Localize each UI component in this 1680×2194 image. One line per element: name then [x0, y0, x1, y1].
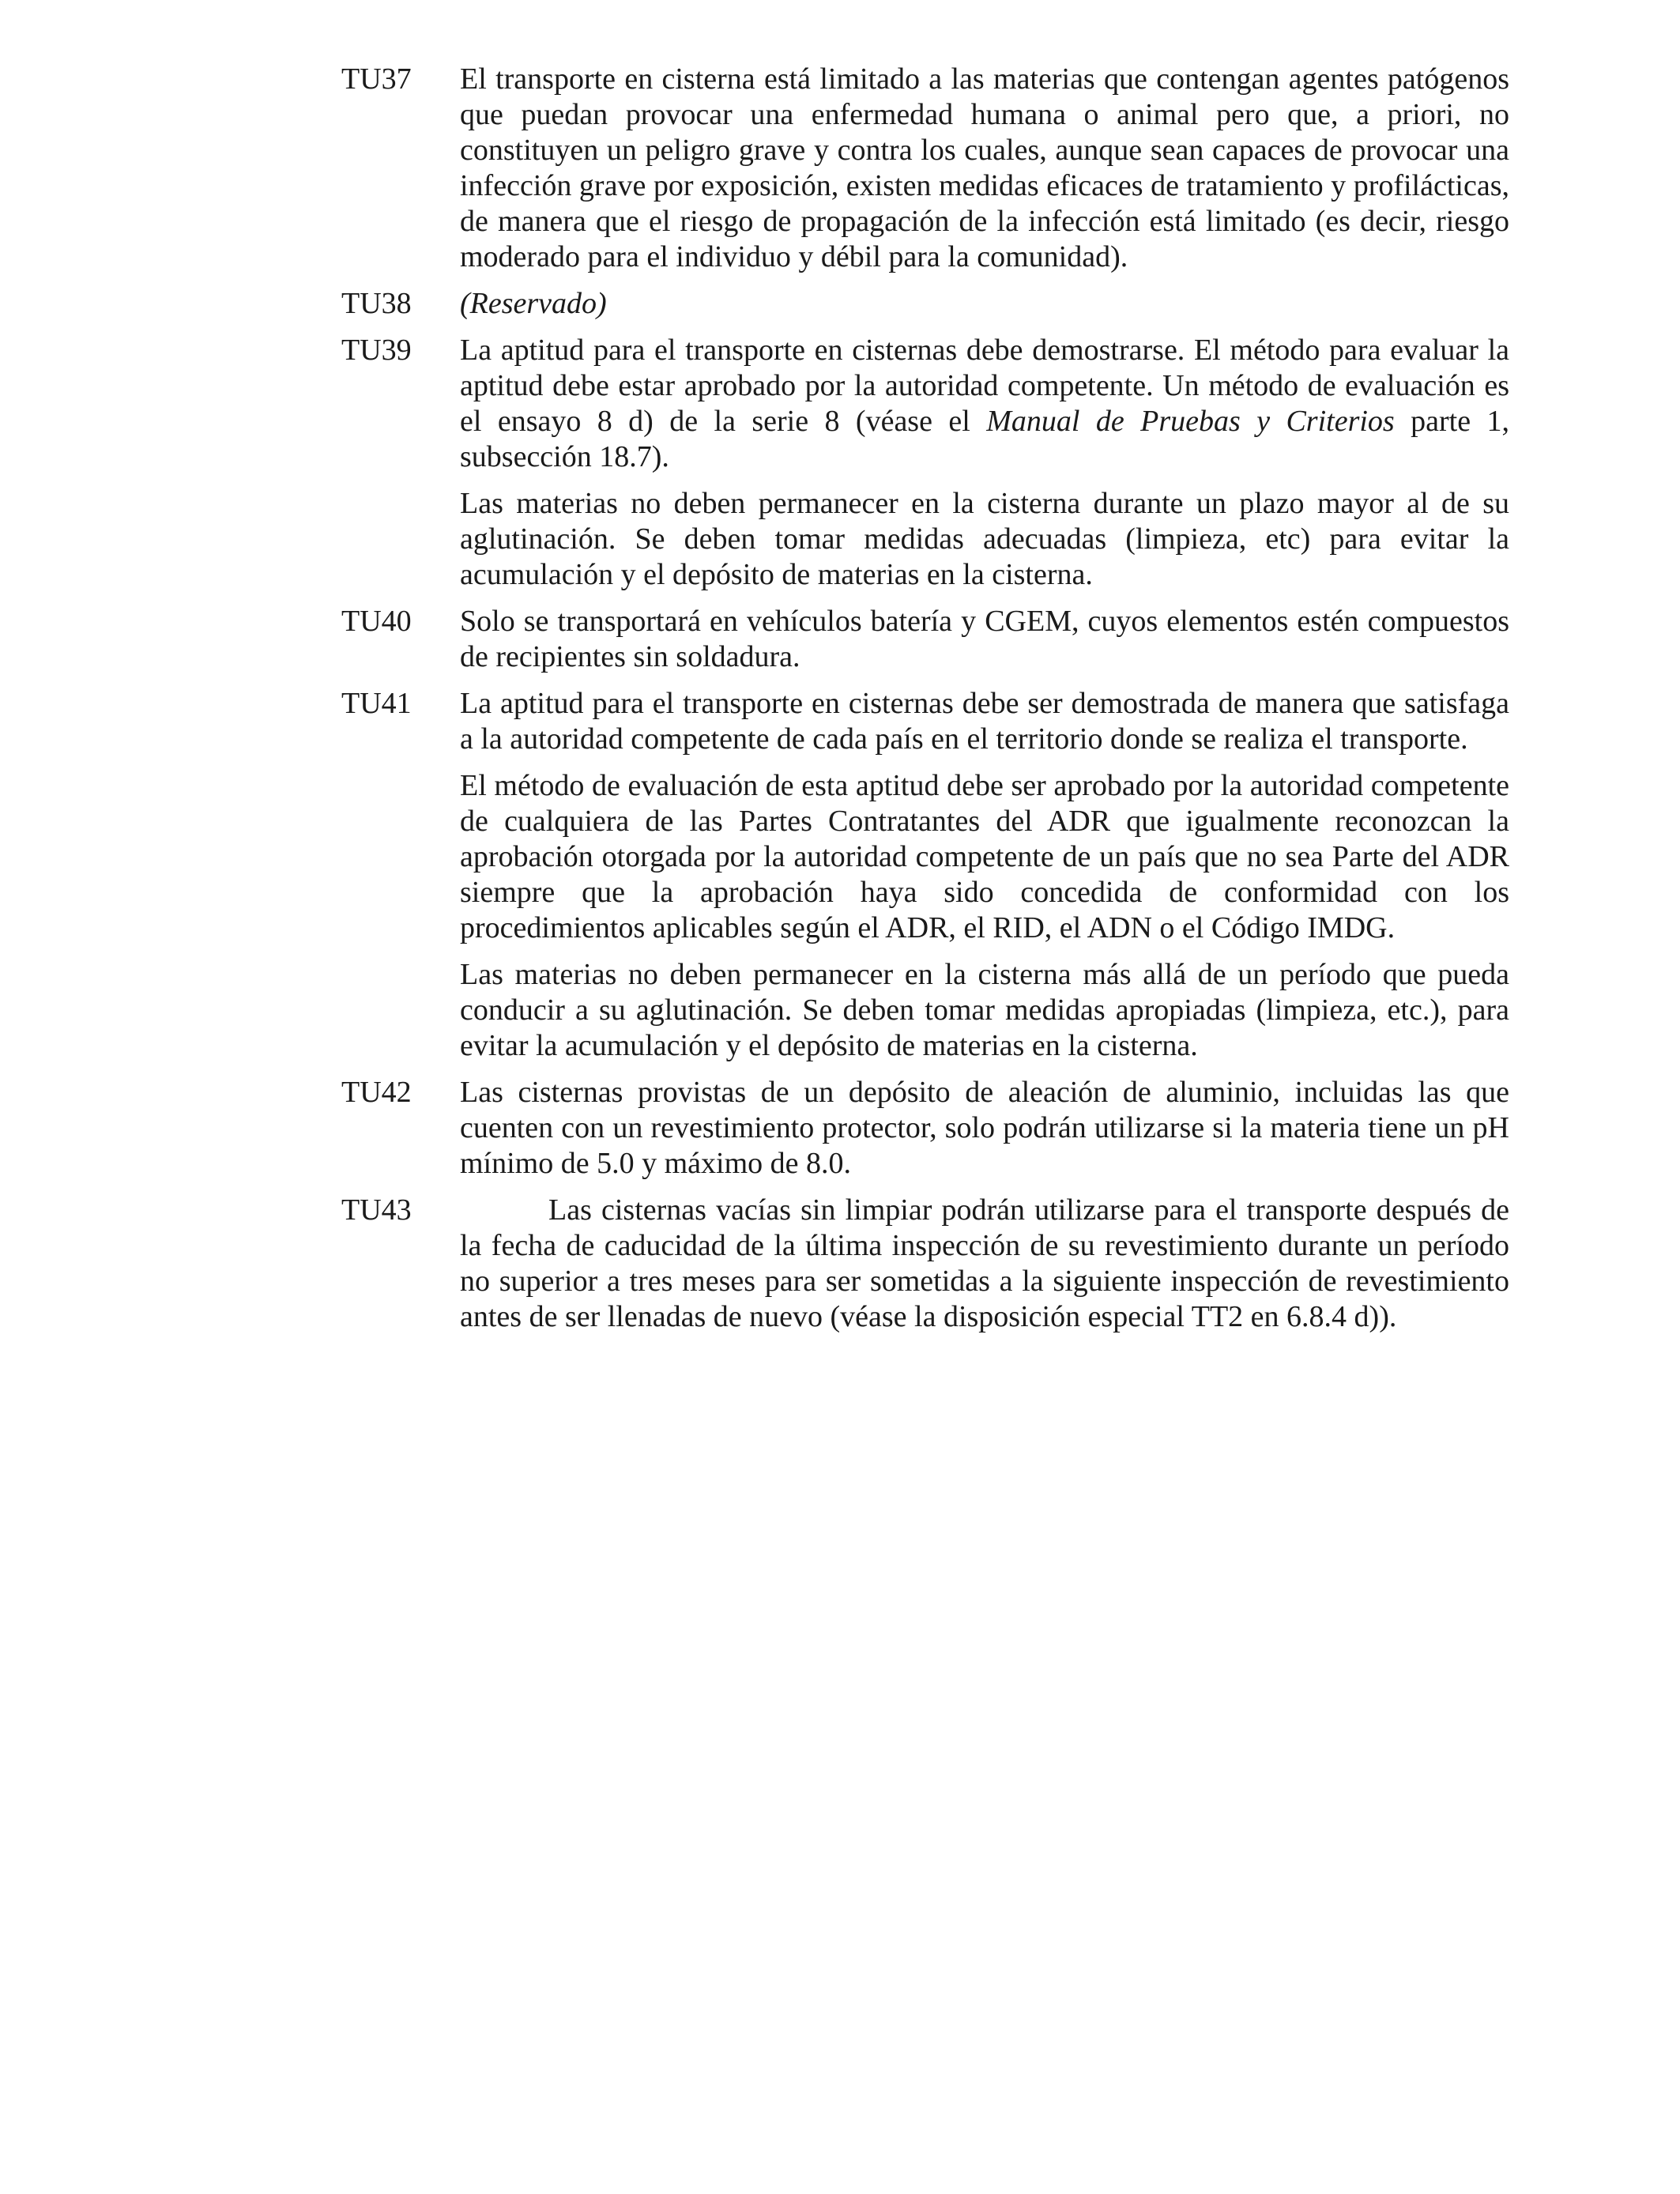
provision-body: [460, 62, 1509, 275]
provision-tu38: [341, 286, 1509, 322]
paragraph-text: parte 1, subsección 18.7).: [460, 405, 1509, 473]
special-provisions-list: [341, 62, 1509, 1346]
provision-code: TU42: [341, 1076, 412, 1109]
provision-paragraph: Las cisternas vacías sin limpiar podrán utilizarse para el transporte después de la fecha de caducidad de la última inspección de su revestimiento durante un período no superior a tres meses para ser sometidas a la siguiente inspección de revestimiento antes de ser llenadas de nuevo (véase la disposición especial TT2 en 6.8.4 d)).: [460, 1193, 1509, 1333]
provision-code: TU37: [341, 62, 412, 96]
provision-paragraph: Las materias no deben permanecer en la cisterna más allá de un período que pueda conducir a su aglutinación. Se deben tomar medidas apropiadas (limpieza, etc.), para evitar la acumulación y el depósito de materias en la cisterna.: [460, 958, 1509, 1062]
provision-code: TU39: [341, 334, 412, 367]
provision-tu40: [341, 604, 1509, 675]
provision-code: TU41: [341, 687, 412, 720]
provision-paragraph: Las cisternas provistas de un depósito de aleación de aluminio, incluidas las que cuenten con un revestimiento protector, solo podrán utilizarse si la materia tiene un pH mínimo de 5.0 y máximo de 8.0.: [460, 1076, 1509, 1180]
provision-body: [460, 286, 1509, 322]
provision-paragraph: La aptitud para el transporte en cisternas debe ser demostrada de manera que satisfaga a la autoridad competente de cada país en el territorio donde se realiza el transporte.: [460, 687, 1509, 756]
provision-tu37: [341, 62, 1509, 275]
provision-tu41: [341, 686, 1509, 1064]
provision-tu39: [341, 333, 1509, 593]
provision-tu43: [341, 1193, 1509, 1335]
provision-tu42: [341, 1075, 1509, 1182]
provision-body: [460, 333, 1509, 593]
provision-code: TU40: [341, 605, 412, 638]
provision-paragraph: El transporte en cisterna está limitado a las materias que contengan agentes patógenos que puedan provocar una enfermedad humana o animal pero que, a priori, no constituyen un peligro grave y contra los cuales, aunque sean capaces de provocar una infección grave por exposición, existen medidas eficaces de tratamiento y profilácticas, de manera que el riesgo de propagación de la infección está limitado (es decir, riesgo moderado para el individuo y débil para la comunidad).: [460, 62, 1509, 273]
provision-body: [460, 1193, 1509, 1335]
provision-code: TU38: [341, 287, 412, 320]
provision-body: [460, 1075, 1509, 1182]
provision-code: TU43: [341, 1193, 412, 1227]
provision-body: [460, 604, 1509, 675]
provision-paragraph: Las materias no deben permanecer en la cisterna durante un plazo mayor al de su aglutinación. Se deben tomar medidas adecuadas (limpieza, etc) para evitar la acumulación y el depósito de materias en la cisterna.: [460, 487, 1509, 591]
paragraph-text: La aptitud para el transporte en cisternas debe demostrarse. El método para evaluar la aptitud debe estar aprobado por la autoridad competente. Un método de evaluación es el ensayo 8 d) de la serie 8 (véase el: [460, 334, 1509, 438]
provision-paragraph: [460, 333, 1509, 475]
provision-paragraph: Solo se transportará en vehículos batería y CGEM, cuyos elementos estén compuestos de recipientes sin soldadura.: [460, 605, 1509, 673]
manual-title: Manual de Pruebas y Criterios: [986, 405, 1395, 438]
provision-body: [460, 686, 1509, 1064]
provision-paragraph: (Reservado): [460, 287, 607, 320]
provision-paragraph: El método de evaluación de esta aptitud debe ser aprobado por la autoridad competente de cualquiera de las Partes Contratantes del ADR que igualmente reconozcan la aprobación otorgada por la autoridad competente de un país que no sea Parte del ADR siempre que la aprobación haya sido concedida de conformidad con los procedimientos aplicables según el ADR, el RID, el ADN o el Código IMDG.: [460, 769, 1509, 944]
